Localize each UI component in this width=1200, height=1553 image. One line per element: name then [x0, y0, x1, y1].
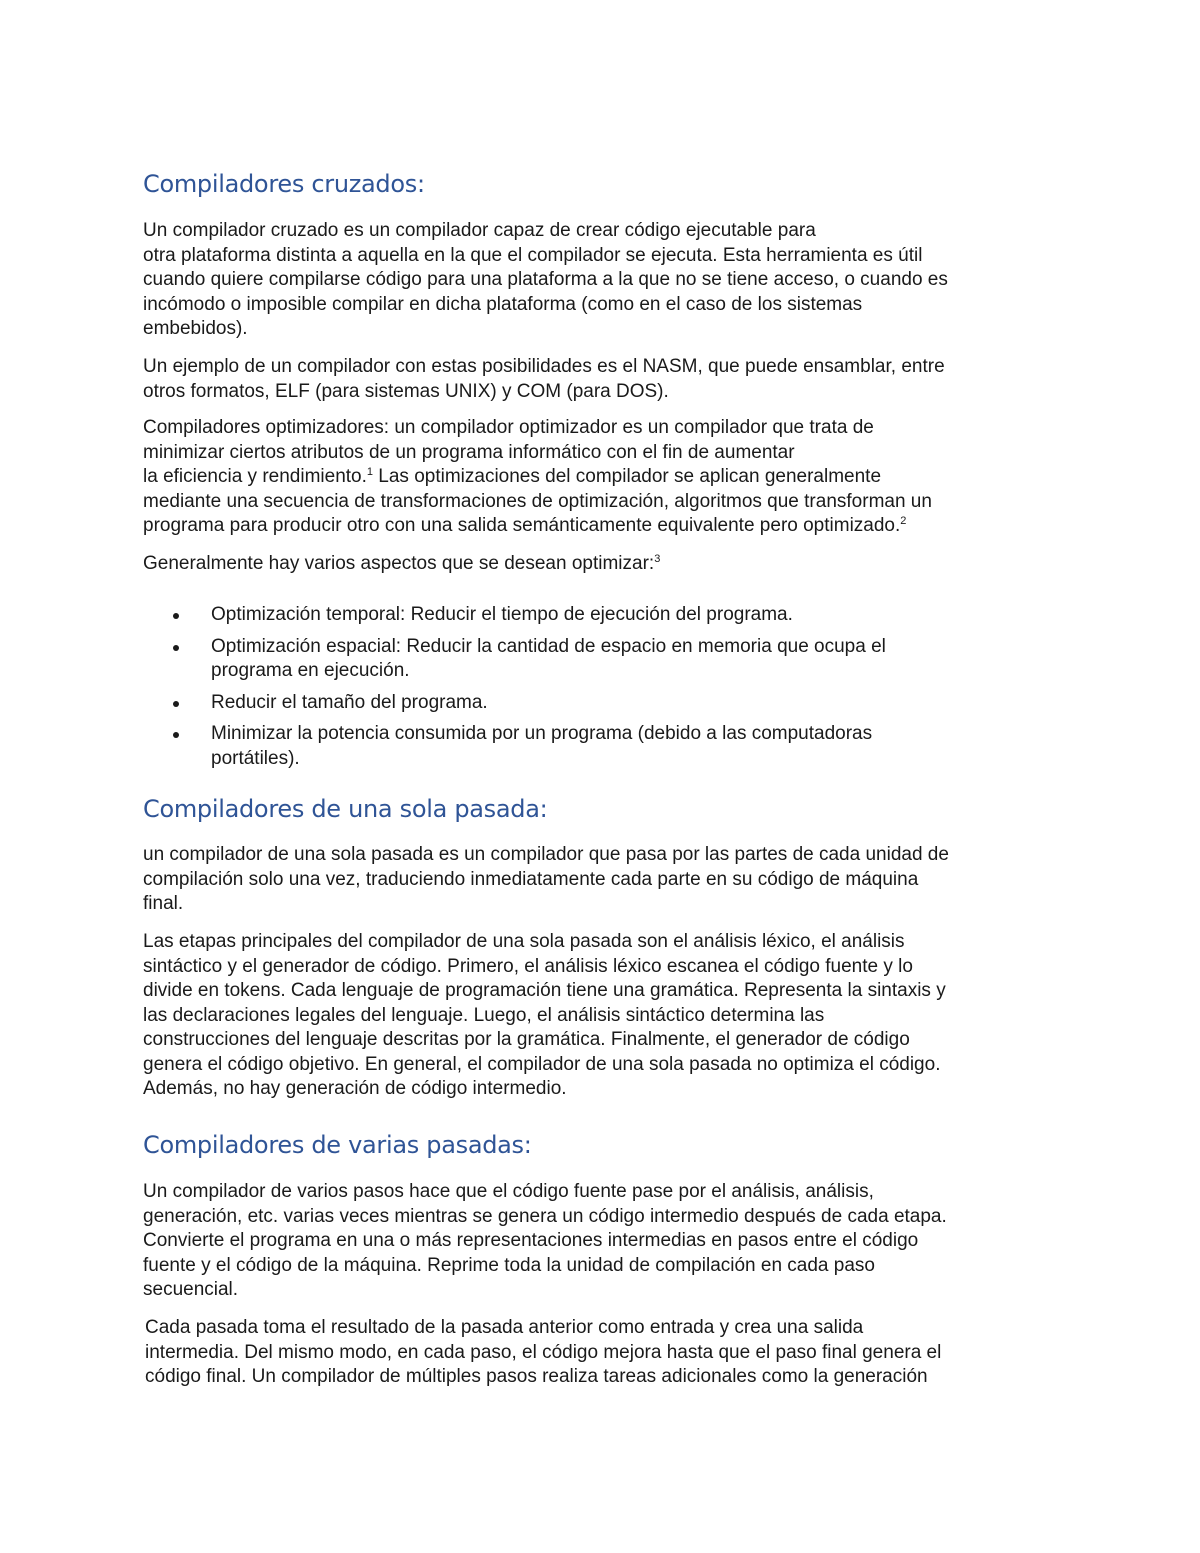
text-line: Compiladores optimizadores: un compilador optimizador es un compilador que trata de	[143, 417, 874, 438]
text-line: Optimización temporal: Reducir el tiempo de ejecución del programa.	[211, 604, 793, 625]
text-line: mediante una secuencia de transformaciones de optimización, algoritmos que transforman un	[143, 490, 932, 512]
bullet-icon	[173, 613, 179, 619]
text-line: Minimizar la potencia consumida por un programa (debido a las computadoras	[211, 723, 873, 744]
text-line	[143, 514, 1073, 539]
heading-compiladores-varias-pasadas: Compiladores de varias pasadas:	[143, 1131, 532, 1159]
text-line: Las etapas principales del compilador de una sola pasada son el análisis léxico, el análisis	[143, 931, 905, 952]
heading-compiladores-cruzados: Compiladores cruzados:	[143, 170, 425, 198]
bullet-icon	[173, 701, 179, 707]
text-line: incómodo o imposible compilar en dicha plataforma (como en el caso de los sistemas	[143, 293, 863, 315]
text-line: portátiles).	[211, 747, 300, 769]
text-line	[143, 552, 1073, 577]
text-line: cuando quiere compilarse código para una plataforma a la que no se tiene acceso, o cuando es	[143, 269, 948, 290]
text-line: secuencial.	[143, 1279, 239, 1300]
paragraph-cruzados-intro	[143, 219, 1073, 342]
heading-compiladores-una-sola-pasada: Compiladores de una sola pasada:	[143, 795, 548, 823]
text-line: construcciones del lenguaje descritas por la gramática. Finalmente, el generador de código	[143, 1029, 910, 1050]
text-line: programa en ejecución.	[211, 660, 410, 681]
text-line: Además, no hay generación de código intermedio.	[143, 1078, 567, 1099]
text-line: Reducir el tamaño del programa.	[211, 691, 488, 713]
list-item	[143, 635, 886, 684]
list-item	[143, 722, 886, 771]
text-line: código final. Un compilador de múltiples pasos realiza tareas adicionales como la generación	[145, 1366, 928, 1387]
text-line: compilación solo una vez, traduciendo inmediatamente cada parte en su código de máquina	[143, 868, 919, 890]
list-item	[143, 603, 886, 628]
text-line: Optimización espacial: Reducir la cantidad de espacio en memoria que ocupa el	[211, 635, 886, 657]
text-run: programa para producir otro con una salida semánticamente equivalente pero optimizado.	[143, 515, 901, 536]
text-line: genera el código objetivo. En general, el compilador de una sola pasada no optimiza el código.	[143, 1053, 941, 1075]
bullet-icon	[173, 645, 179, 651]
text-run: Las optimizaciones del compilador se aplican generalmente	[373, 466, 882, 487]
text-line	[143, 465, 1073, 490]
text-line: divide en tokens. Cada lenguaje de programación tiene una gramática. Representa la sintaxis y	[143, 980, 946, 1001]
text-line: Un ejemplo de un compilador con estas posibilidades es el NASM, que puede ensamblar, entre	[143, 356, 945, 377]
paragraph-varias-pasadas-detalle	[145, 1316, 1075, 1390]
paragraph-una-pasada-intro	[143, 843, 1073, 917]
paragraph-optimizadores	[143, 416, 1073, 539]
paragraph-aspectos	[143, 552, 1073, 577]
text-line: generación, etc. varias veces mientras se genera un código intermedio después de cada etapa.	[143, 1205, 947, 1227]
text-run: la eficiencia y rendimiento.	[143, 466, 367, 487]
text-line: fuente y el código de la máquina. Reprime toda la unidad de compilación en cada paso	[143, 1254, 875, 1276]
text-line: Un compilador de varios pasos hace que el código fuente pase por el análisis, análisis,	[143, 1181, 874, 1202]
bullet-icon	[173, 732, 179, 738]
paragraph-nasm-example	[143, 355, 1073, 404]
text-line: final.	[143, 893, 184, 914]
footnote-ref-1: 1	[366, 466, 374, 478]
footnote-ref-2: 2	[900, 515, 907, 527]
list-item	[143, 691, 886, 716]
text-line: minimizar ciertos atributos de un programa informático con el fin de aumentar	[143, 441, 795, 463]
text-line: Convierte el programa en una o más representaciones intermedias en pasos entre el código	[143, 1230, 919, 1251]
text-line: Cada pasada toma el resultado de la pasada anterior como entrada y crea una salida	[145, 1317, 864, 1338]
text-line: sintáctico y el generador de código. Primero, el análisis léxico escanea el código fuente y lo	[143, 955, 913, 977]
text-line: Un compilador cruzado es un compilador capaz de crear código ejecutable para	[143, 220, 816, 241]
text-line: las declaraciones legales del lenguaje. Luego, el análisis sintáctico determina las	[143, 1004, 825, 1026]
paragraph-varias-pasadas-intro	[143, 1180, 1073, 1303]
text-line: intermedia. Del mismo modo, en cada paso, el código mejora hasta que el paso final genera el	[145, 1341, 942, 1363]
paragraph-una-pasada-etapas	[143, 930, 1073, 1102]
bullet-list-optimizacion	[143, 603, 886, 778]
text-run: Generalmente hay varios aspectos que se desean optimizar:	[143, 553, 655, 574]
text-line: otros formatos, ELF (para sistemas UNIX) y COM (para DOS).	[143, 380, 669, 402]
text-line: embebidos).	[143, 318, 248, 339]
text-line: un compilador de una sola pasada es un compilador que pasa por las partes de cada unidad de	[143, 844, 949, 865]
footnote-ref-3: 3	[654, 553, 661, 565]
text-line: otra plataforma distinta a aquella en la que el compilador se ejecuta. Esta herramienta es útil	[143, 244, 923, 266]
